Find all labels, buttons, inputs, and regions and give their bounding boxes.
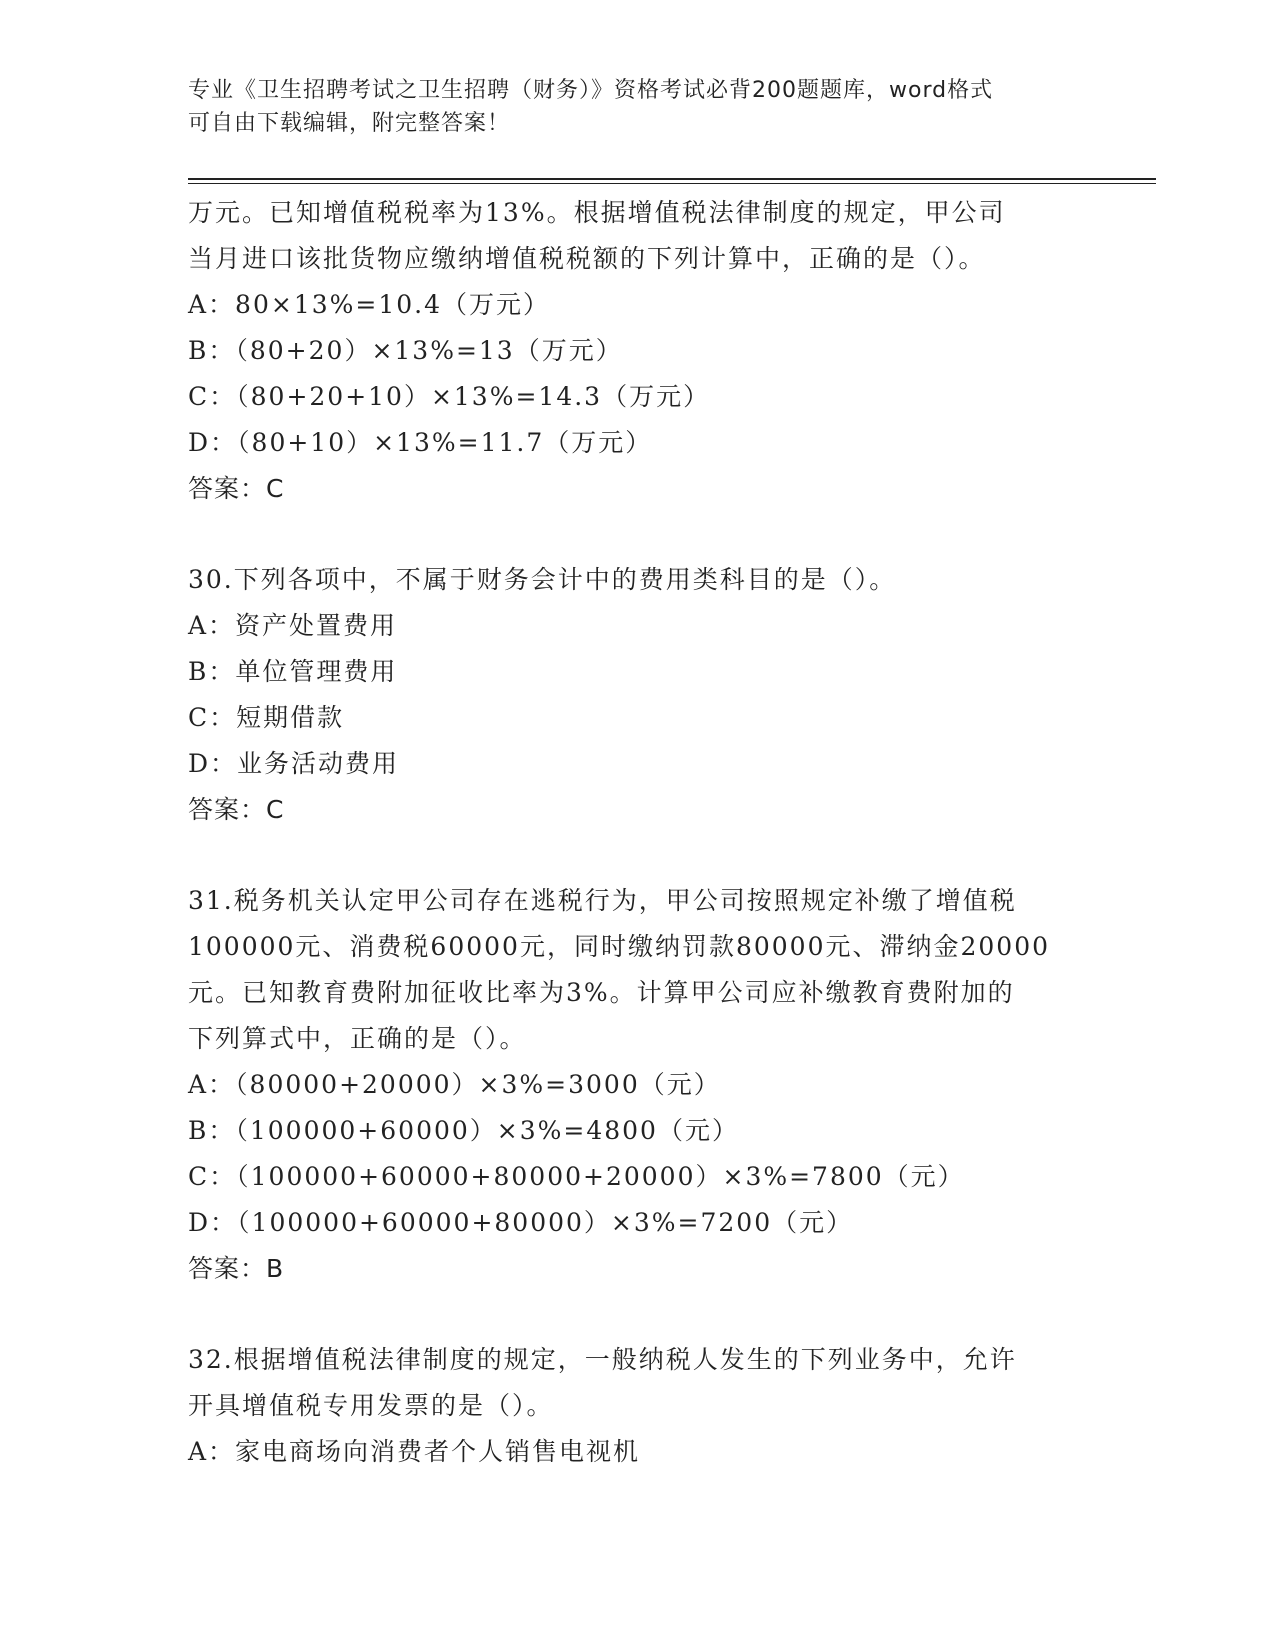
answer-line: 答案：C <box>188 795 285 824</box>
question-stem-line: 下列算式中，正确的是（）。 <box>188 1024 527 1053</box>
option-d: D：（80+10）×13%=11.7（万元） <box>188 428 653 457</box>
option-b: B：（100000+60000）×3%=4800（元） <box>188 1116 739 1145</box>
option-c: C：（100000+60000+80000+20000）×3%=7800（元） <box>188 1162 965 1191</box>
question-30 <box>188 557 1088 833</box>
question-29 <box>188 190 1088 512</box>
question-stem-line: 开具增值税专用发票的是（）。 <box>188 1391 554 1420</box>
document-header <box>188 74 1068 140</box>
header-title-line-2: 可自由下载编辑，附完整答案！ <box>188 111 511 136</box>
document-body <box>188 190 1088 1475</box>
question-gap <box>188 1292 1088 1337</box>
header-title-line-1: 专业《卫生招聘考试之卫生招聘（财务）》资格考试必背200题题库，word格式 <box>188 78 994 103</box>
option-b: B：（80+20）×13%=13（万元） <box>188 336 623 365</box>
option-c: C：（80+20+10）×13%=14.3（万元） <box>188 382 711 411</box>
option-b: B：单位管理费用 <box>188 657 398 686</box>
question-gap <box>188 833 1088 878</box>
option-c: C：短期借款 <box>188 703 345 732</box>
question-stem-line: 32.根据增值税法律制度的规定，一般纳税人发生的下列业务中，允许 <box>188 1345 1017 1374</box>
question-stem-line: 当月进口该批货物应缴纳增值税税额的下列计算中，正确的是（）。 <box>188 244 986 273</box>
answer-line: 答案：C <box>188 474 285 503</box>
option-d: D：业务活动费用 <box>188 749 400 778</box>
answer-line: 答案：B <box>188 1254 285 1283</box>
header-rule-thick <box>188 178 1156 180</box>
question-32 <box>188 1337 1088 1475</box>
option-a: A：（80000+20000）×3%=3000（元） <box>188 1070 721 1099</box>
question-gap <box>188 512 1088 557</box>
option-a: A：家电商场向消费者个人销售电视机 <box>188 1437 641 1466</box>
question-31 <box>188 878 1088 1292</box>
option-a: A：80×13%=10.4（万元） <box>188 290 550 319</box>
option-d: D：（100000+60000+80000）×3%=7200（元） <box>188 1208 854 1237</box>
question-stem-line: 100000元、消费税60000元，同时缴纳罚款80000元、滞纳金20000 <box>188 932 1051 961</box>
question-stem-line: 30.下列各项中，不属于财务会计中的费用类科目的是（）。 <box>188 565 897 594</box>
question-stem-line: 31.税务机关认定甲公司存在逃税行为，甲公司按照规定补缴了增值税 <box>188 886 1017 915</box>
option-a: A：资产处置费用 <box>188 611 398 640</box>
question-stem-line: 元。已知教育费附加征收比率为3%。计算甲公司应补缴教育费附加的 <box>188 978 1015 1007</box>
question-stem-line: 万元。已知增值税税率为13%。根据增值税法律制度的规定，甲公司 <box>188 198 1006 227</box>
header-rule-thin <box>188 183 1156 184</box>
